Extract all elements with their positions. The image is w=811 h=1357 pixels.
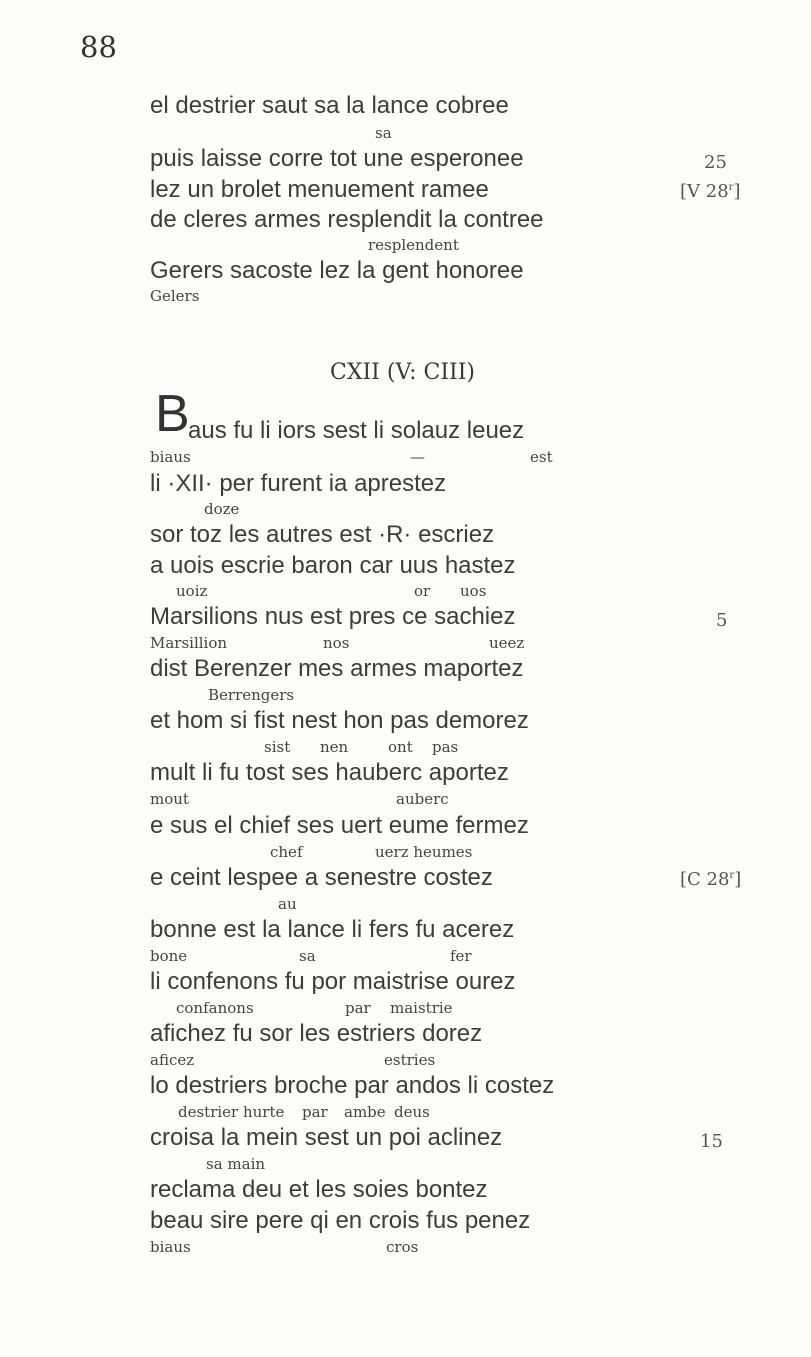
verse-line: dist Berenzer mes armes maportez <box>150 655 524 682</box>
verse-line: lo destriers broche par andos li costez <box>150 1072 555 1099</box>
verse-line: mult li fu tost ses hauberc aportez <box>150 759 509 786</box>
verse-line: li ·XII· per furent ia aprestez <box>150 470 447 497</box>
folio-ref-text: [C 28 <box>680 869 730 890</box>
verse-line: e sus el chief ses uert eume fermez <box>150 812 529 839</box>
verse-line: de cleres armes resplendit la contree <box>150 206 544 233</box>
verse-line: lez un brolet menuement ramee <box>150 176 489 203</box>
manuscript-folio-ref <box>680 869 741 890</box>
line-number: 5 <box>716 610 728 631</box>
verse-line: sor toz les autres est ·R· escriez <box>150 521 495 548</box>
verse-line: li confenons fu por maistrise ourez <box>150 968 516 995</box>
verse-line: Gerers sacoste lez la gent honoree <box>150 257 524 284</box>
verse-line: beau sire pere qi en crois fus penez <box>150 1207 531 1234</box>
drop-cap: B <box>155 385 190 443</box>
verse-line: aus fu li iors sest li solauz leuez <box>188 417 525 444</box>
page-number: 88 <box>80 30 117 64</box>
folio-ref-bracket: ] <box>733 181 741 202</box>
verse-line: afichez fu sor les estriers dorez <box>150 1020 483 1047</box>
line-number: 25 <box>704 152 727 173</box>
verse-line: reclama deu et les soies bontez <box>150 1176 488 1203</box>
verse-line: bonne est la lance li fers fu acerez <box>150 916 515 943</box>
verse-line: el destrier saut sa la lance cobree <box>150 92 509 119</box>
verse-line: e ceint lespee a senestre costez <box>150 864 493 891</box>
folio-ref-recto: r <box>729 870 735 881</box>
verse-line: puis laisse corre tot une esperonee <box>150 145 524 172</box>
verse-line: Marsilions nus est pres ce sachiez <box>150 603 516 630</box>
folio-ref-bracket: ] <box>734 869 742 890</box>
verse-line: croisa la mein sest un poi aclinez <box>150 1124 503 1151</box>
line-number: 15 <box>700 1131 723 1152</box>
laisse-heading: CXII (V: CIII) <box>330 360 476 385</box>
verse-line: et hom si fist nest hon pas demorez <box>150 707 529 734</box>
verse-line: a uois escrie baron car uus hastez <box>150 552 516 579</box>
folio-ref-recto: r <box>728 182 734 193</box>
folio-ref-text: [V 28 <box>680 181 729 202</box>
manuscript-folio-ref <box>680 181 740 202</box>
